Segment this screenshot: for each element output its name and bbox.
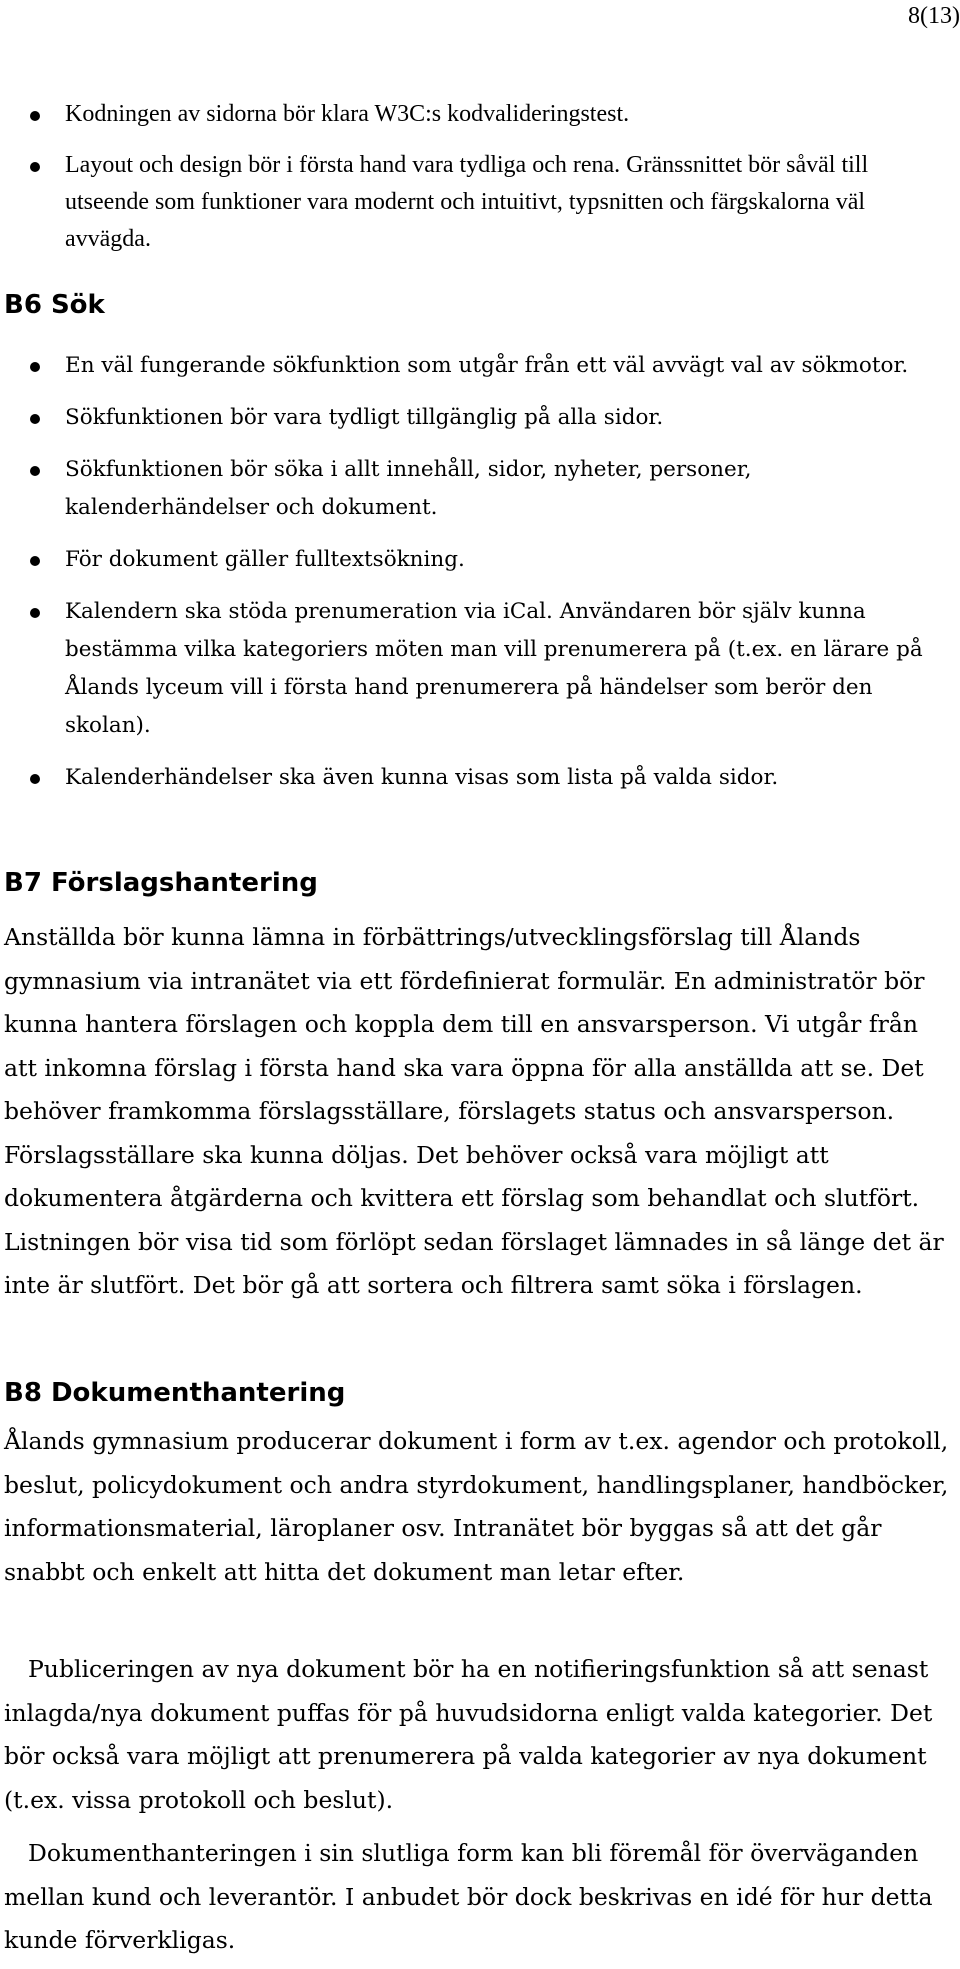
list-item-text: Kalenderhändelser ska även kunna visas som lista på valda sidor.	[65, 765, 779, 790]
b8-paragraph-3: Dokumenthanteringen i sin slutliga form kan bli föremål för överväganden mellan kund och leverantör. I anbudet bör dock beskrivas en idé för hur detta kunde förverkligas.	[4, 1839, 933, 1954]
b7-paragraph: Anställda bör kunna lämna in förbättrings/utvecklingsförslag till Ålands gymnasium via intranätet via ett fördefinierat formulär. En administratör bör kunna hantera förslagen och koppla dem till en ansvarsperson. Vi utgår från att inkomna förslag i första hand ska vara öppna för alla anställda att se. Det behöver framkomma förslagsställare, förslagets status och ansvarsperson. Förslagsställare ska kunna döljas. Det behöver också vara möjligt att dokumentera åtgärderna och kvittera ett förslag som behandlat och slutfört. Listningen bör visa tid som förlöpt sedan förslaget lämnades in så länge det är inte är slutfört. Det bör gå att sortera och filtrera samt söka i förslagen.	[4, 923, 944, 1299]
bullet-icon	[30, 414, 40, 424]
list-item-text: En väl fungerande sökfunktion som utgår från ett väl avvägt val av sökmotor.	[65, 353, 909, 378]
section-heading-b8: B8 Dokumenthantering	[4, 1378, 346, 1408]
list-item-text: Kalendern ska stöda prenumeration via iCal. Användaren bör själv kunna bestämma vilka kategoriers möten man vill prenumerera på (t.ex. en lärare på Ålands lyceum vill i första hand prenumerera på händelser som berör den skolan).	[65, 599, 923, 738]
list-item-text: Layout och design bör i första hand vara tydliga och rena. Gränssnittet bör såväl till utseende som funktioner vara modernt och intuitivt, typsnitten och färgskalorna väl avvägda.	[65, 152, 869, 252]
list-item-text: Kodningen av sidorna bör klara W3C:s kodvalideringstest.	[65, 101, 630, 127]
bullet-icon	[30, 774, 40, 784]
bullet-icon	[30, 466, 40, 476]
page-number: 8(13)	[908, 3, 960, 29]
list-item	[0, 347, 952, 385]
bullet-icon	[30, 556, 40, 566]
list-item-text: Sökfunktionen bör vara tydligt tillgänglig på alla sidor.	[65, 405, 664, 430]
b6-bullet-list	[0, 347, 952, 811]
list-item	[0, 593, 952, 745]
b8-paragraph-2: Publiceringen av nya dokument bör ha en notifieringsfunktion så att senast inlagda/nya dokument puffas för på huvudsidorna enligt valda kategorier. Det bör också vara möjligt att prenumerera på valda kategorier av nya dokument (t.ex. vissa protokoll och beslut).	[4, 1655, 933, 1814]
list-item	[0, 399, 952, 437]
section-heading-b7: B7 Förslagshantering	[4, 868, 318, 898]
list-item	[0, 96, 952, 133]
b8-paragraph-1: Ålands gymnasium producerar dokument i form av t.ex. agendor och protokoll, beslut, policydokument och andra styrdokument, handlingsplaner, handböcker, informationsmaterial, läroplaner osv. Intranätet bör byggas så att det går snabbt och enkelt att hitta det dokument man letar efter.	[4, 1427, 949, 1586]
bullet-icon	[30, 162, 40, 172]
list-item-text: Sökfunktionen bör söka i allt innehåll, sidor, nyheter, personer, kalenderhändelser och dokument.	[65, 457, 752, 520]
list-item	[0, 451, 952, 527]
list-item	[0, 147, 952, 258]
section-heading-b6: B6 Sök	[4, 290, 105, 320]
bullet-icon	[30, 362, 40, 372]
intro-bullet-list	[0, 96, 952, 272]
list-item	[0, 541, 952, 579]
list-item	[0, 759, 952, 797]
list-item-text: För dokument gäller fulltextsökning.	[65, 547, 465, 572]
bullet-icon	[30, 608, 40, 618]
bullet-icon	[30, 111, 40, 121]
